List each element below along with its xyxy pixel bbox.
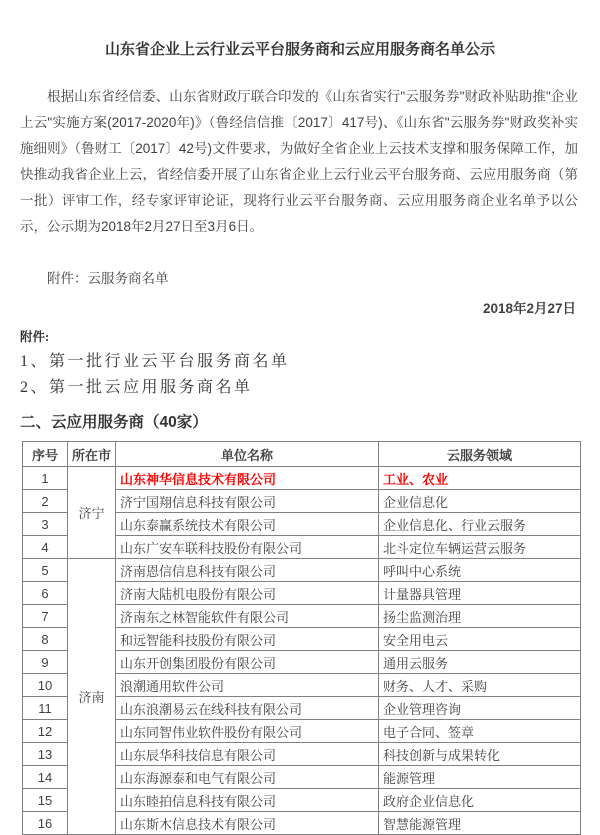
- row-number-cell: 2: [23, 490, 68, 513]
- attachments-label: 附件:: [20, 330, 50, 344]
- company-cell: 山东睦拍信息科技有限公司: [116, 789, 379, 812]
- service-field-cell: 工业、农业: [379, 467, 581, 490]
- company-cell: 济宁国翔信息科技有限公司: [116, 490, 379, 513]
- row-number-cell: 6: [23, 582, 68, 605]
- service-field-cell: 呼叫中心系统: [379, 559, 581, 582]
- service-field-cell: 能源管理: [379, 766, 581, 789]
- row-number-cell: 3: [23, 513, 68, 536]
- intro-paragraph: 根据山东省经信委、山东省财政厅联合印发的《山东省实行"云服务券"财政补贴助推"企业上云"实施方案(2017-2020年)》（鲁经信信推〔2017〕417号)、《山东省"云服务券"财政奖补实施细则》（鲁财工〔2017〕42号)文件要求，为做好全省企业上云技术支撑和服务保障工作，加快推动我省企业上云，省经信委开展了山东省企业上云行业云平台服务商、云应用服务商（第一批）评审工作，经专家评审论证，现将行业云平台服务商、云应用服务商企业名单予以公示，公示期为2018年2月27日至3月6日。: [20, 89, 578, 234]
- row-number-cell: 13: [23, 743, 68, 766]
- section-heading: 二、云应用服务商（40家）: [20, 414, 208, 431]
- service-field-cell: 企业管理咨询: [379, 697, 581, 720]
- attachment-item-1: 1、第一批行业云平台服务商名单: [20, 353, 290, 370]
- table-row: [23, 467, 581, 490]
- company-cell: 山东开创集团股份有限公司: [116, 651, 379, 674]
- header-company: 单位名称: [116, 442, 379, 467]
- row-number-cell: 7: [23, 605, 68, 628]
- row-number-cell: 4: [23, 536, 68, 559]
- row-number-cell: 10: [23, 674, 68, 697]
- page-title: 山东省企业上云行业云平台服务商和云应用服务商名单公示: [104, 41, 495, 58]
- service-field-cell: 科技创新与成果转化: [379, 743, 581, 766]
- service-field-cell: 安全用电云: [379, 628, 581, 651]
- company-cell: 山东同智伟业软件股份有限公司: [116, 720, 379, 743]
- row-number-cell: 12: [23, 720, 68, 743]
- city-cell: 济南: [68, 559, 116, 835]
- company-cell: 济南恩信信息科技有限公司: [116, 559, 379, 582]
- company-cell: 山东泰赢系统技术有限公司: [116, 513, 379, 536]
- company-cell: 山东斯木信息技术有限公司: [116, 812, 379, 835]
- company-cell: 济南东之林智能软件有限公司: [116, 605, 379, 628]
- row-number-cell: 5: [23, 559, 68, 582]
- row-number-cell: 8: [23, 628, 68, 651]
- service-field-cell: 计量器具管理: [379, 582, 581, 605]
- service-field-cell: 北斗定位车辆运营云服务: [379, 536, 581, 559]
- service-field-cell: 电子合同、签章: [379, 720, 581, 743]
- company-cell: 山东广安车联科技股份有限公司: [116, 536, 379, 559]
- row-number-cell: 15: [23, 789, 68, 812]
- company-cell: 和远智能科技股份有限公司: [116, 628, 379, 651]
- service-field-cell: 通用云服务: [379, 651, 581, 674]
- header-row: [23, 442, 581, 467]
- service-field-cell: 智慧能源管理: [379, 812, 581, 835]
- attachment-reference-line: 附件：云服务商名单: [47, 271, 169, 286]
- city-cell: 济宁: [68, 467, 116, 559]
- publish-date: 2018年2月27日: [482, 301, 576, 316]
- row-number-cell: 11: [23, 697, 68, 720]
- table-row: [23, 559, 581, 582]
- row-number-cell: 16: [23, 812, 68, 835]
- service-field-cell: 政府企业信息化: [379, 789, 581, 812]
- company-cell: 浪潮通用软件公司: [116, 674, 379, 697]
- row-number-cell: 14: [23, 766, 68, 789]
- header-city: 所在市: [68, 442, 116, 467]
- service-field-cell: 企业信息化、行业云服务: [379, 513, 581, 536]
- providers-table-header: [23, 442, 581, 467]
- company-cell: 山东辰华科技信息有限公司: [116, 743, 379, 766]
- header-no: 序号: [23, 442, 68, 467]
- company-cell: 山东神华信息技术有限公司: [116, 467, 379, 490]
- header-field: 云服务领域: [379, 442, 581, 467]
- row-number-cell: 1: [23, 467, 68, 490]
- service-field-cell: 财务、人才、采购: [379, 674, 581, 697]
- providers-table-body: [23, 467, 581, 835]
- providers-table: [22, 441, 581, 835]
- company-cell: 济南大陆机电股份有限公司: [116, 582, 379, 605]
- attachment-item-2: 2、第一批云应用服务商名单: [20, 379, 253, 396]
- row-number-cell: 9: [23, 651, 68, 674]
- service-field-cell: 企业信息化: [379, 490, 581, 513]
- company-cell: 山东海源泰和电气有限公司: [116, 766, 379, 789]
- service-field-cell: 扬尘监测治理: [379, 605, 581, 628]
- company-cell: 山东浪潮易云在线科技有限公司: [116, 697, 379, 720]
